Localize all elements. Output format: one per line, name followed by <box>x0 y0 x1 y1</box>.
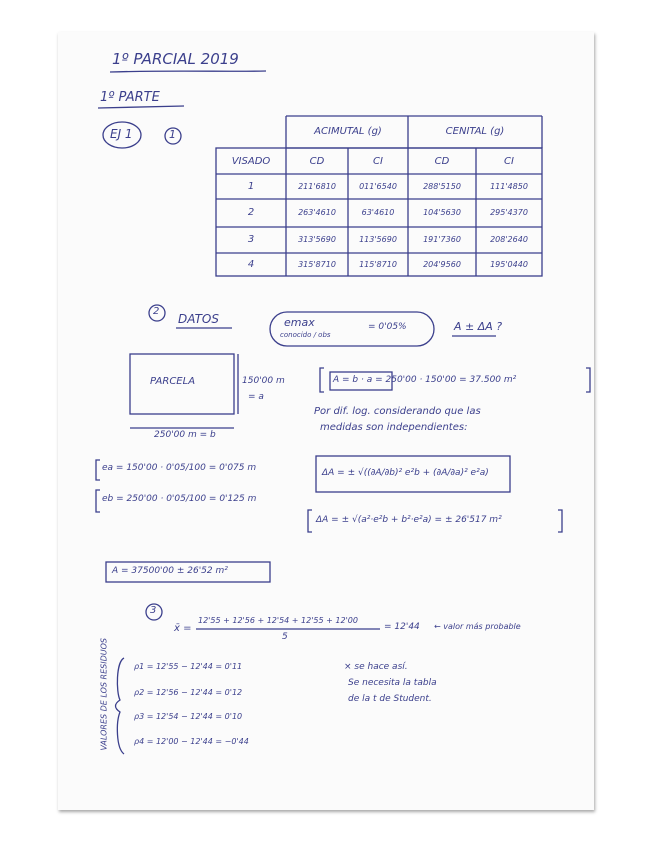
side-a-length: 150'00 m <box>242 376 285 386</box>
mean-result: = 12'44 <box>384 622 420 632</box>
table-cell: 195'0440 <box>490 260 528 269</box>
residual-row: ρ2 = 12'56 − 12'44 = 0'12 <box>134 688 243 697</box>
table-group-acimutal: ACIMUTAL (g) <box>314 126 382 137</box>
table-cell: 104'5630 <box>423 208 461 217</box>
question-label: EJ 1 <box>110 127 133 141</box>
area-formula: A = b · a = 250'00 · 150'00 = 37.500 m² <box>333 375 517 385</box>
side-note-line: × se hace así. <box>344 662 408 672</box>
table-cell: 011'6540 <box>359 182 397 191</box>
eb-formula: eb = 250'00 · 0'05/100 = 0'125 m <box>102 494 257 504</box>
table-cell: 1 <box>247 181 255 192</box>
table-cell: 3 <box>247 234 255 245</box>
parcela-label: PARCELA <box>150 376 196 387</box>
table-col-header: CD <box>309 156 325 167</box>
table-cell: 288'5150 <box>423 182 461 191</box>
table-cell: 313'5690 <box>298 235 336 244</box>
table-cell: 263'4610 <box>298 208 336 217</box>
side-note-line: Se necesita la tabla <box>348 678 437 688</box>
part-heading: 1º PARTE <box>100 90 160 105</box>
mean-note: ← valor más probable <box>434 622 521 631</box>
table-cell: 4 <box>247 259 255 270</box>
table-col-header: CD <box>434 156 450 167</box>
table-col-header: CI <box>373 156 383 167</box>
exam-sheet <box>58 32 594 810</box>
table-cell: 115'8710 <box>359 260 397 269</box>
emax-label: emax <box>284 316 315 329</box>
side-b-length: 250'00 m = b <box>154 430 216 440</box>
mean-numerator: 12'55 + 12'56 + 12'54 + 12'55 + 12'00 <box>198 616 358 625</box>
side-note-line: de la t de Student. <box>348 694 432 704</box>
emax-value: = 0'05% <box>368 322 407 332</box>
exam-title: 1º PARCIAL 2019 <box>112 50 239 68</box>
final-result: A = 37500'00 ± 26'52 m² <box>112 566 228 576</box>
mean-denominator: 5 <box>282 632 288 642</box>
delta-result: ΔA = ± √(a²·e²b + b²·e²a) = ± 26'517 m² <box>316 515 502 525</box>
table-cell: 113'5690 <box>359 235 397 244</box>
table-col-header: CI <box>504 156 514 167</box>
table-cell: 208'2640 <box>490 235 528 244</box>
table-cell: 315'8710 <box>298 260 336 269</box>
item-2-number: 2 <box>153 306 160 317</box>
table-cell: 204'9560 <box>423 260 461 269</box>
item-3-number: 3 <box>150 605 157 616</box>
note-line-2: medidas son independientes: <box>320 422 468 433</box>
side-a-equals: = a <box>248 392 264 402</box>
unknown-question: A ± ΔA ? <box>454 320 503 333</box>
table-cell: 211'6810 <box>298 182 336 191</box>
table-cell: 2 <box>247 207 255 218</box>
table-cell: 111'4850 <box>490 182 528 191</box>
table-cell: 295'4370 <box>490 208 528 217</box>
datos-label: DATOS <box>178 312 219 326</box>
ea-formula: ea = 150'00 · 0'05/100 = 0'075 m <box>102 463 257 473</box>
emax-subscript: conocido / obs <box>280 331 331 339</box>
item-1-number: 1 <box>169 128 176 141</box>
table-cell: 191'7360 <box>423 235 461 244</box>
residual-row: ρ1 = 12'55 − 12'44 = 0'11 <box>134 662 243 671</box>
table-cell: 63'4610 <box>361 208 395 217</box>
residuals-label: VALORES DE LOS RESIDUOS <box>99 638 109 751</box>
mean-symbol: x̄ = <box>174 623 192 634</box>
table-group-cenital: CENITAL (g) <box>445 126 505 137</box>
delta-formula: ΔA = ± √((∂A/∂b)² e²b + (∂A/∂a)² e²a) <box>322 468 489 478</box>
table-row-header: VISADO <box>231 156 271 167</box>
note-line-1: Por dif. log. considerando que las <box>314 406 481 417</box>
residual-row: ρ4 = 12'00 − 12'44 = −0'44 <box>134 737 249 746</box>
residual-row: ρ3 = 12'54 − 12'44 = 0'10 <box>134 712 243 721</box>
